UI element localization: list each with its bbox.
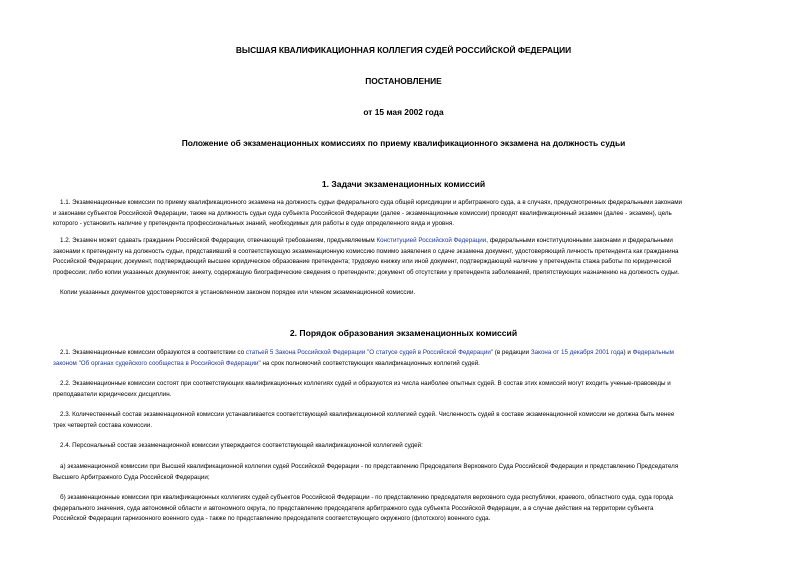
statute-link-article-5[interactable]: статьей 5 Закона Российской Федерации "О статусе судей в Российской Федерации" xyxy=(245,349,494,356)
text-line: 2.2. Экзаменационные комиссии состоят при соответствующих квалификационных коллегиях судей и образуются из числа наиболее опытных судей. В состав этих комиссий могут входить ученые-правоведы и xyxy=(60,380,671,387)
text-fragment: 1.2. Экзамен может сдавать гражданин Российской Федерации, отвечающий требованиям, предъявляемым xyxy=(60,237,377,244)
section-1-heading: 1. Задачи экзаменационных комиссий xyxy=(321,179,486,189)
document-date: от 15 мая 2002 года xyxy=(363,107,444,117)
paragraph-2-4-b xyxy=(53,493,767,525)
document-title: Положение об экзаменационных комиссиях по приему квалификационного экзамена на должность судьи xyxy=(181,138,626,148)
federal-law-link[interactable]: Федеральным xyxy=(632,349,674,356)
text-line: Высшего Арбитражного Суда Российской Федерации; xyxy=(53,473,210,481)
text-line: б) экзаменационные комиссии при квалификационных коллегиях судей субъектов Российской Федерации - по представлению председателя верховного суда республики, краевого, областного суда, суда города xyxy=(60,494,673,501)
text-line: профессии; либо копии указанных документов; анкету, содержащую биографические сведения о претенденте; документ об отсутствии у претендента заболеваний, препятствующих назначению на должность судьи. xyxy=(53,268,680,276)
paragraph-2-3 xyxy=(53,410,767,431)
paragraph-1-2 xyxy=(53,236,767,278)
text-line: федерального значения, суда автономной области и автономного округа, по представлению председателя арбитражного суда субъекта Российской Федерации, а в случае действия на территории субъекта xyxy=(53,504,654,512)
paragraph-2-1 xyxy=(53,348,767,369)
text-line: преподаватели юридических дисциплин. xyxy=(53,390,172,398)
document-type: ПОСТАНОВЛЕНИЕ xyxy=(365,76,442,86)
text-line: 2.4. Персональный состав экзаменационной комиссии утверждается соответствующей квалификационной коллегией судей: xyxy=(60,442,423,449)
paragraph-2-2 xyxy=(53,379,767,400)
paragraph-2-4-a xyxy=(53,462,767,483)
text-line: Российской Федерации гарнизонного военного суда - также по представлению председателя соответствующего окружного (флотского) военного суда. xyxy=(53,515,491,523)
text-line xyxy=(53,236,767,247)
statute-link-law-2001[interactable]: Закона от 15 декабря 2001 года xyxy=(530,349,624,356)
paragraph-copies xyxy=(53,288,767,299)
section-2-heading: 2. Порядок образования экзаменационных комиссий xyxy=(289,328,518,338)
text-line xyxy=(53,359,767,370)
text-line: Копии указанных документов удостоверяются в установленном законом порядке или членом экзаменационной комиссии. xyxy=(60,289,416,296)
text-line: которого - установить наличие у претендента профессиональных знаний, необходимых для работы в суде определенного вида и уровня. xyxy=(53,220,454,228)
text-line: трех четвертей состава комиссии. xyxy=(53,421,153,429)
text-line: и законами субъектов Российской Федерации, также на должность судьи суда субъекта Российской Федерации (далее - экзаменационные комиссии) проводят квалификационный экзамен (далее - экзамен), цель xyxy=(53,209,672,217)
text-fragment: на срок полномочий соответствующих квалификационных коллегий судей. xyxy=(260,359,480,367)
constitution-link[interactable]: Конституцией Российской Федерации xyxy=(376,237,487,244)
text-line: а) экзаменационной комиссии при Высшей квалификационной коллегии судей Российской Федерации - по представлению Председателя Верховного Суда Российской Федерации и представлению Председателя xyxy=(60,463,679,470)
text-fragment: (в редакции xyxy=(493,349,531,356)
text-line xyxy=(53,348,767,359)
federal-law-link-continued[interactable]: законом "Об органах судейского сообщества в Российской Федерации" xyxy=(53,359,261,367)
text-line: 2.3. Количественный состав экзаменационной комиссии устанавливается соответствующей квалификационной коллегией судей. Численность судей в составе экзаменационной комиссии не должна быть менее xyxy=(60,411,675,418)
text-fragment: 2.1. Экзаменационные комиссии образуются в соответствии со xyxy=(60,349,246,356)
text-line: 1.1. Экзаменационные комиссии по приему квалификационного экзамена на должность судьи федерального суда общей юрисдикции и арбитражного суда, а в случаях, предусмотренных федеральными законами xyxy=(60,199,683,206)
text-line: Российской Федерации; документ, подтверждающий высшее юридическое образование претендента; трудовую книжку или иной документ, подтверждающий наличие у претендента стажа работы по юридической xyxy=(53,258,672,266)
paragraph-2-4 xyxy=(53,441,767,452)
text-fragment: ) и xyxy=(623,349,633,356)
paragraph-1-1 xyxy=(53,198,767,230)
org-name: ВЫСШАЯ КВАЛИФИКАЦИОННАЯ КОЛЛЕГИЯ СУДЕЙ РОССИЙСКОЙ ФЕДЕРАЦИИ xyxy=(235,45,572,55)
text-fragment: , федеральными конституционными законами и федеральными xyxy=(486,237,673,244)
text-line: законами к претенденту на должность судьи, представивший в соответствующую экзаменационную комиссию помимо заявления о сдаче экзамена документ, удостоверяющий личность претендента как гражданина xyxy=(53,247,679,255)
